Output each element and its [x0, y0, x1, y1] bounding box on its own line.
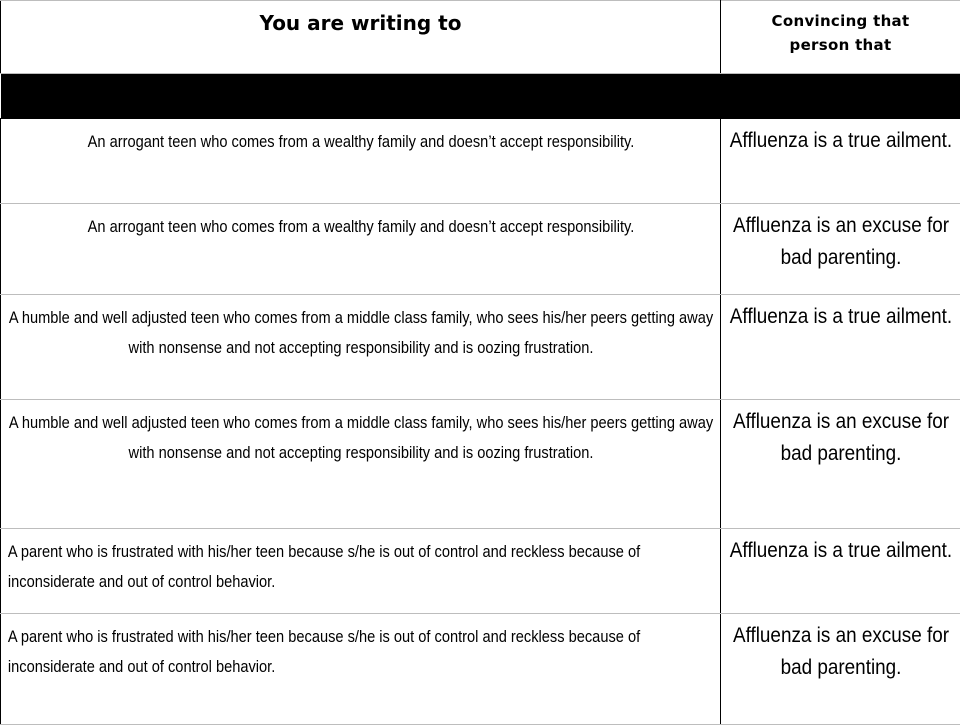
recipient-cell	[1, 295, 721, 400]
recipient-cell	[1, 400, 721, 529]
header-cell-convincing	[721, 1, 960, 74]
table-row	[1, 204, 960, 295]
claim-text: Affluenza is an excuse for bad parenting.	[723, 204, 959, 274]
claim-text: Affluenza is an excuse for bad parenting.	[723, 614, 959, 684]
recipient-text: A humble and well adjusted teen who comes from a middle class family, who sees his/her peers getting away with nonsense and not accepting responsibility and is oozing frustration.	[2, 295, 721, 363]
claim-cell	[721, 400, 960, 529]
recipient-text: A humble and well adjusted teen who comes from a middle class family, who sees his/her peers getting away with nonsense and not accepting responsibility and is oozing frustration.	[2, 400, 721, 468]
claim-cell	[721, 614, 960, 725]
header-recipient: You are writing to	[1, 1, 720, 63]
black-band-row	[1, 74, 960, 119]
table-row	[1, 529, 960, 614]
header-convincing-text: Convincing that person that	[756, 9, 926, 57]
header-convincing	[721, 1, 960, 63]
header-cell-recipient	[1, 1, 721, 74]
recipient-cell	[1, 204, 721, 295]
header-row	[1, 1, 960, 74]
table-row	[1, 119, 960, 204]
recipient-text: An arrogant teen who comes from a wealthy family and doesn’t accept responsibility.	[2, 204, 721, 242]
table-row	[1, 400, 960, 529]
claim-text: Affluenza is a true ailment.	[723, 119, 959, 157]
recipient-cell	[1, 529, 721, 614]
recipient-text: An arrogant teen who comes from a wealthy family and doesn’t accept responsibility.	[2, 119, 721, 157]
claim-cell	[721, 119, 960, 204]
recipient-cell	[1, 614, 721, 725]
claim-cell	[721, 204, 960, 295]
recipient-text: A parent who is frustrated with his/her teen because s/he is out of control and reckless because of inconsiderate and out of control behavior.	[1, 529, 706, 597]
claim-text: Affluenza is an excuse for bad parenting.	[723, 400, 959, 470]
claim-text: Affluenza is a true ailment.	[723, 295, 959, 333]
table-row	[1, 295, 960, 400]
black-band	[1, 74, 960, 119]
claim-cell	[721, 295, 960, 400]
claim-cell	[721, 529, 960, 614]
recipient-text: A parent who is frustrated with his/her teen because s/he is out of control and reckless because of inconsiderate and out of control behavior.	[1, 614, 706, 682]
claim-text: Affluenza is a true ailment.	[723, 529, 959, 567]
table-row	[1, 614, 960, 725]
recipient-cell	[1, 119, 721, 204]
